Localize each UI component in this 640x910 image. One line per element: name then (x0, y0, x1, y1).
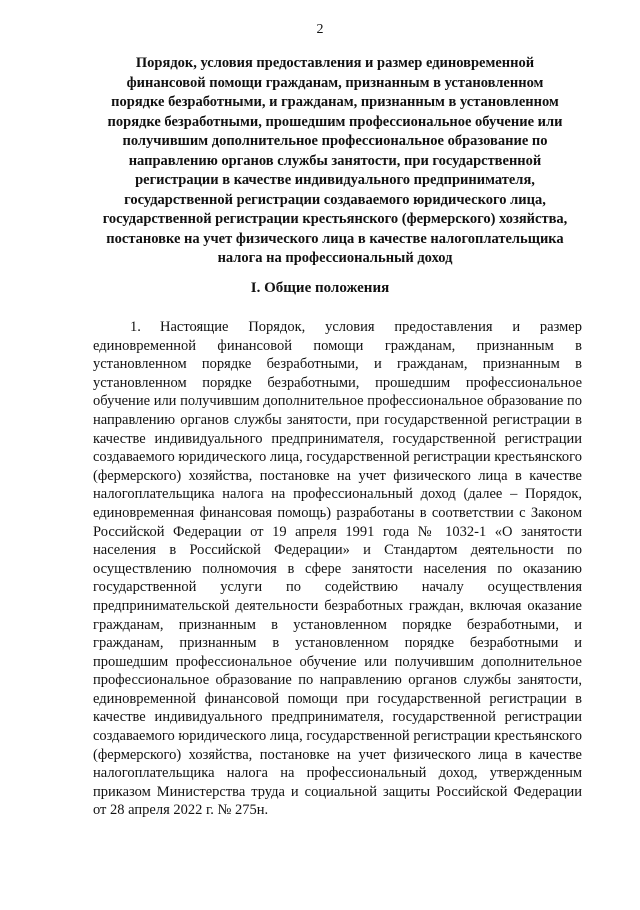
paragraph-1 (93, 318, 582, 820)
page-number: 2 (316, 22, 324, 37)
paragraph-text: Настоящие Порядок, условия предоставления и размер единовременной финансовой помощи гражданам, признанным в установленном порядке безработными, и гражданам, признанным в установленном порядке безработными, прошедшим профессиональное обучение или получившим дополнительное профессиональное образование по направлению органов службы занятости, при государственной регистрации в качестве индивидуального предпринимателя, государственной регистрации создаваемого юридического лица, государственной регистрации крестьянского (фермерского) хозяйства, постановке на учет физического лица в качестве налогоплательщика налога на профессиональный доход (далее – Порядок, единовременная финансовая помощь) разработаны в соответствии с Законом Российской Федерации от 19 апреля 1991 года № 1032-1 «О занятости населения в Российской Федерации» и Стандартом деятельности по осуществлению полномочия в сфере занятости населения по оказанию государственной услуги по содействию началу осуществления предпринимательской деятельности безработных граждан, включая оказание гражданам, признанным в установленном порядке безработными, и гражданам, признанным в установленном порядке безработными и прошедшим профессиональное обучение или получившим дополнительное профессиональное образование по направлению органов службы занятости, единовременной финансовой помощи при государственной регистрации в качестве индивидуального предпринимателя, государственной регистрации создаваемого юридического лица, государственной регистрации крестьянского (фермерского) хозяйства, постановке на учет физического лица в качестве налогоплательщика налога на профессиональный доход, утвержденным приказом Министерства труда и социальной защиты Российской Федерации от 28 апреля 2022 г. № 275н. (93, 319, 582, 819)
section-heading: I. Общие положения (250, 280, 390, 296)
document-title: Порядок, условия предоставления и размер единовременной финансовой помощи гражданам, признанным в установленном порядке безработными, и гражданам, признанным в установленном порядке безработными, прошедшим профессиональное обучение или получившим дополнительное профессиональное образование по направлению органов службы занятости, при государственной регистрации в качестве индивидуального предпринимателя, государственной регистрации создаваемого юридического лица, государственной регистрации крестьянского (фермерского) хозяйства, постановке на учет физического лица в качестве налогоплательщика налога на профессиональный доход (102, 55, 568, 266)
paragraph-number: 1. (130, 319, 141, 335)
